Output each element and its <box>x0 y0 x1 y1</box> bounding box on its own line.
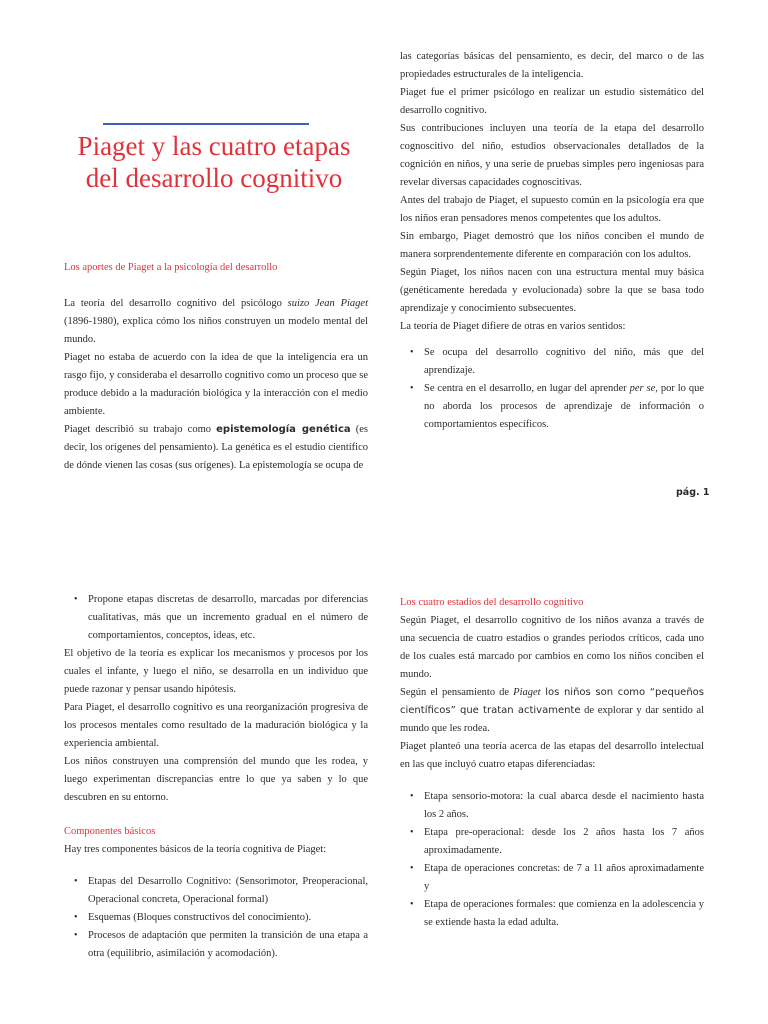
page1-left-column <box>64 259 368 475</box>
paragraph: Para Piaget, el desarrollo cognitivo es una reorganización progresiva de los procesos mentales como resultado de la maduración biológica y la experiencia ambiental. <box>64 702 368 749</box>
bold-term: epistemología genética <box>216 424 351 435</box>
paragraph: Antes del trabajo de Piaget, el supuesto común en la psicología era que los niños eran pensadores menos competentes que los adultos. <box>400 195 704 224</box>
text: (es decir, los orígenes del pensamiento). La genética es el estudio científico de dónde vienen las cosas (sus orígenes). La epistemología se ocupa de <box>64 424 368 471</box>
page-number: pág. 1 <box>676 487 710 498</box>
paragraph: Piaget no estaba de acuerdo con la idea de que la inteligencia era un rasgo fijo, y consideraba el desarrollo cognitivo como un proceso que se produce debido a la maduración biológica y la interacción con el medio ambiente. <box>64 352 368 417</box>
components-list <box>64 873 368 963</box>
paragraph <box>400 684 704 738</box>
paragraph: Piaget fue el primer psicólogo en realizar un estudio sistemático del desarrollo cognitivo. <box>400 87 704 116</box>
title-rule <box>103 123 309 125</box>
list-item: • Se ocupa del desarrollo cognitivo del niño, más que del aprendizaje. <box>424 344 704 380</box>
text: , por lo que no aborda los procesos de aprendizaje de información o comportamientos específicos. <box>424 383 705 430</box>
list-item: • Etapa sensorio-motora: la cual abarca desde el nacimiento hasta los 2 años. <box>424 788 704 824</box>
text: (1896-1980), explica cómo los niños construyen un modelo mental del mundo. <box>64 316 368 345</box>
paragraph: Hay tres componentes básicos de la teoría cognitiva de Piaget: <box>64 844 327 855</box>
italic-text: Piaget <box>513 687 541 698</box>
page2-left-column <box>64 591 368 963</box>
list-item: • Etapa de operaciones concretas: de 7 a 11 años aproximadamente y <box>424 860 704 896</box>
list-item: • Etapa pre-operacional: desde los 2 años hasta los 7 años aproximadamente. <box>424 824 704 860</box>
paragraph: Sus contribuciones incluyen una teoría de la etapa del desarrollo cognoscitivo del niño, estudios observacionales detallados de la cognición en niños, y una serie de pruebas simples pero ingeniosas para revelar diversas capacidades cognoscitivas. <box>400 123 704 188</box>
paragraph: Piaget planteó una teoría acerca de las etapas del desarrollo intelectual en las que incluyó cuatro etapas diferenciadas: <box>400 741 704 770</box>
section-heading-componentes: Componentes básicos <box>64 826 156 837</box>
paragraph: Según Piaget, los niños nacen con una estructura mental muy básica (genéticamente heredada y evolucionada) sobre la que se basa todo aprendizaje y conocimiento subsecuentes. <box>400 267 704 314</box>
list-item: • Etapa de operaciones formales: que comienza en la adolescencia y se extiende hasta la edad adulta. <box>424 896 704 932</box>
text: La teoría del desarrollo cognitivo del psicólogo <box>64 298 288 309</box>
italic-text: per se <box>629 383 656 394</box>
sans-text: los niños son como “pequeños científicos” que tratan activamente <box>400 687 704 716</box>
bullet-list <box>400 344 704 434</box>
text: de explorar y dar sentido al mundo que les rodea. <box>400 705 704 734</box>
list-item <box>424 380 704 434</box>
section-heading-aportes: Los aportes de Piaget a la psicología del desarrollo <box>64 262 278 273</box>
text: Según el pensamiento de <box>400 687 514 698</box>
paragraph <box>64 421 368 475</box>
list-item: • Esquemas (Bloques constructivos del conocimiento). <box>88 909 368 927</box>
bullet-list <box>64 591 368 645</box>
page1-right-column <box>400 48 704 434</box>
page-title: Piaget y las cuatro etapas del desarrollo cognitivo <box>77 131 351 193</box>
paragraph: Sin embargo, Piaget demostró que los niños conciben el mundo de manera sorprendentemente diferente en comparación con los adultos. <box>400 231 704 260</box>
list-item: • Etapas del Desarrollo Cognitivo: (Sensorimotor, Preoperacional, Operacional concreta, Operacional formal) <box>88 873 368 909</box>
section-heading-estadios: Los cuatro estadios del desarrollo cognitivo <box>400 597 584 608</box>
text: Piaget describió su trabajo como <box>64 424 217 435</box>
text: Se centra en el desarrollo, en lugar del aprender <box>424 383 630 394</box>
page2-right-column <box>400 594 704 932</box>
paragraph: las categorías básicas del pensamiento, es decir, del marco o de las propiedades estructurales de la inteligencia. <box>400 51 704 80</box>
paragraph: Los niños construyen una comprensión del mundo que les rodea, y luego experimentan discrepancias entre lo que ya saben y lo que descubren en su entorno. <box>64 756 368 803</box>
paragraph: Según Piaget, el desarrollo cognitivo de los niños avanza a través de una secuencia de cuatro estadios o grandes periodos críticos, cada uno de los cuales está marcado por cambios en como los niños conciben el mundo. <box>400 615 704 680</box>
list-item: • Propone etapas discretas de desarrollo, marcadas por diferencias cualitativas, más que un incremento gradual en el número de comportamientos, conceptos, ideas, etc. <box>88 591 368 645</box>
paragraph <box>64 295 368 349</box>
paragraph: El objetivo de la teoría es explicar los mecanismos y procesos por los cuales el infante, y luego el niño, se desarrolla en un individuo que puede razonar y pensar usando hipótesis. <box>64 648 368 695</box>
italic-text: suizo Jean Piaget <box>287 298 368 309</box>
paragraph: La teoría de Piaget difiere de otras en varios sentidos: <box>400 321 626 332</box>
stages-list <box>400 788 704 932</box>
list-item: • Procesos de adaptación que permiten la transición de una etapa a otra (equilibrio, asimilación y acomodación). <box>88 927 368 963</box>
